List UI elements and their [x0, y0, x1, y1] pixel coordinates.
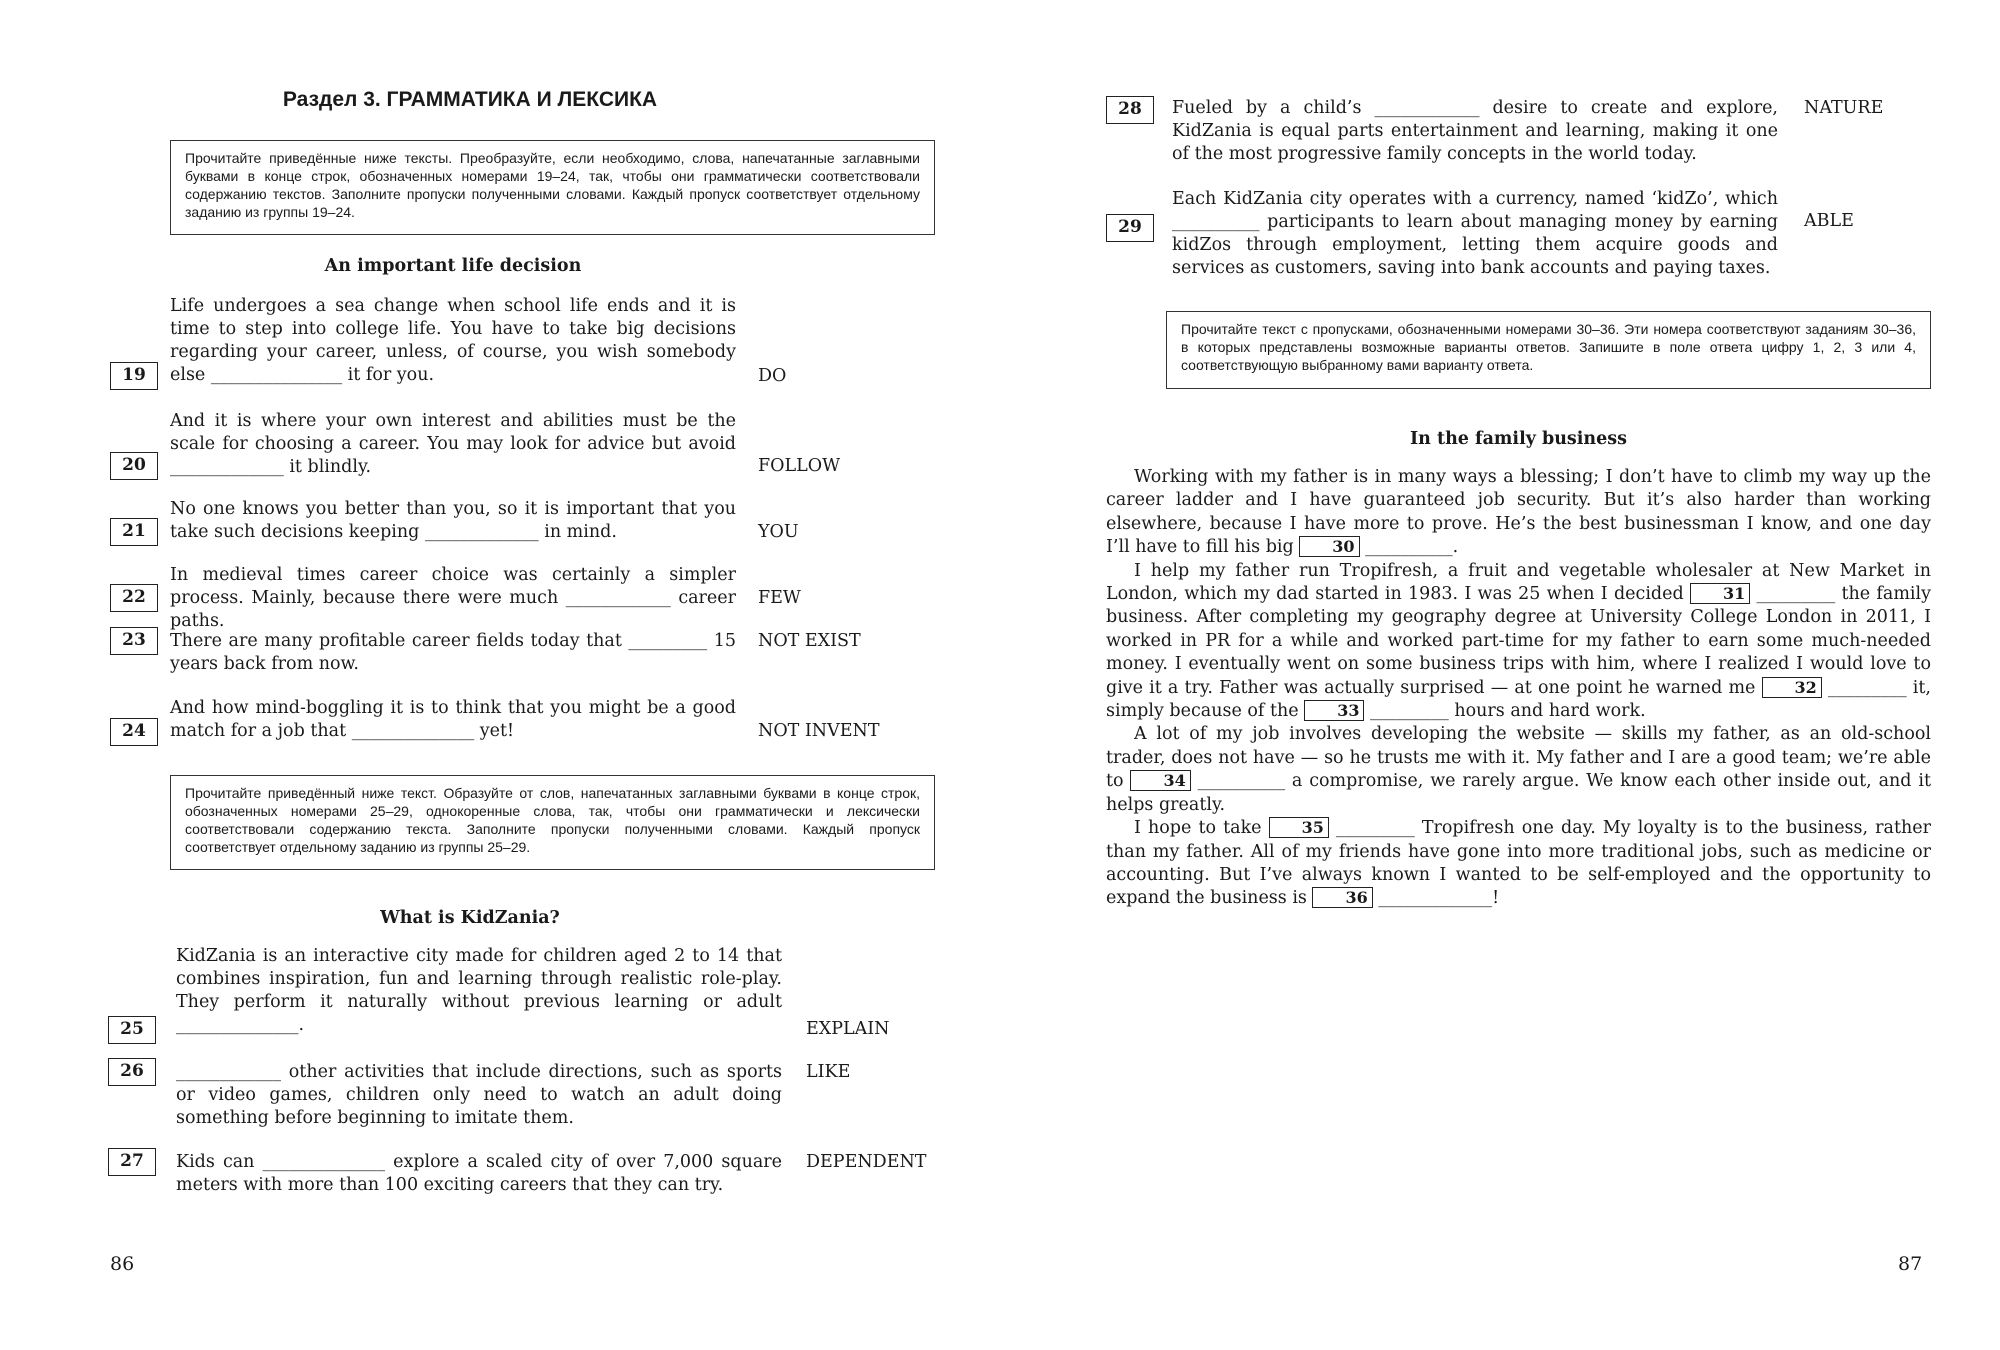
- task-number-20: 20: [110, 452, 158, 480]
- task-number-19: 19: [110, 362, 158, 390]
- family-business-text: [1106, 466, 1931, 911]
- task-text-19: Life undergoes a sea change when school life ends and it is time to step into college life. You have to take big decisions regarding your career, unless, of course, you wish somebody else _______________ it for you.: [170, 296, 736, 385]
- page-number-left: 86: [110, 1253, 135, 1275]
- task-word-22: FEW: [758, 588, 801, 608]
- task-number-24: 24: [110, 718, 158, 746]
- task-number-23: 23: [110, 627, 158, 655]
- instruction-box-25-29: Прочитайте приведённый ниже текст. Образуйте от слов, напечатанных заглавными буквами в конце строк, обозначенных номерами 25–29, однокоренные слова, так, чтобы они грамматически и лексически соответствовали содержанию текста. Заполните пропуски полученными словами. Каждый пропуск соответствует отдельному заданию из группы 25–29.: [170, 775, 935, 870]
- task-word-26: LIKE: [806, 1062, 851, 1082]
- task-text-28: Fueled by a child’s ____________ desire to create and explore, KidZania is equal parts entertainment and learning, making it one of the most progressive family concepts in the world today.: [1172, 98, 1778, 164]
- instruction-box-19-24: Прочитайте приведённые ниже тексты. Преобразуйте, если необходимо, слова, напечатанные заглавными буквами в конце строк, обозначенных номерами 19–24, так, чтобы они грамматически соответствовали содержанию текстов. Заполните пропуски полученными словами. Каждый пропуск соответствует отдельному заданию из группы 19–24.: [170, 140, 935, 235]
- gap-34: 34: [1130, 770, 1190, 791]
- task-number-21: 21: [110, 518, 158, 546]
- task-text-25: KidZania is an interactive city made for children aged 2 to 14 that combines inspiration, fun and learning through realistic role-play. They perform it naturally without previous learning or adult ______________.: [176, 946, 782, 1035]
- page-number-right: 87: [1898, 1253, 1923, 1275]
- gap-35: 35: [1269, 817, 1329, 838]
- paragraph-2: I help my father run Tropifresh, a fruit and vegetable wholesaler at New Market in London, which my dad started in 1983. I was 25 when I decided 31 _________ the family business. After completing my geography degree at University College London in 2011, I worked in PR for a while and worked part-time for my father to earn some much-needed money. I eventually went on some business trips with him, where I realized I would love to give it a try. Father was actually surprised — at one point he warned me 32 _________ it, simply because of the 33 _________ hours and hard work.: [1106, 560, 1931, 722]
- gap-33: 33: [1304, 700, 1364, 721]
- task-number-22: 22: [110, 584, 158, 612]
- task-text-29: Each KidZania city operates with a currency, named ‘kidZo’, which __________ participants to learn about managing money by earning kidZos through employment, letting them acquire goods and services as customers, saving into bank accounts and paying taxes.: [1172, 189, 1778, 278]
- gap-36: 36: [1312, 887, 1372, 908]
- task-word-20: FOLLOW: [758, 456, 841, 476]
- task-word-23: NOT EXIST: [758, 631, 861, 651]
- paragraph-3: A lot of my job involves developing the website — skills my father, as an old-school trader, does not have — so he trusts me with it. My father and I are a good team; we’re able to 34 __________ a compromise, we rarely argue. We know each other inside out, and it helps greatly.: [1106, 724, 1931, 815]
- task-word-24: NOT INVENT: [758, 721, 880, 741]
- paragraph-1: Working with my father is in many ways a blessing; I don’t have to climb my way up the career ladder and I have guaranteed job security. But it’s also harder than working elsewhere, because I have more to prove. He’s the best businessman I know, and one day I’ll have to fill his big 30 __________.: [1106, 467, 1931, 558]
- task-text-26: ____________ other activities that include directions, such as sports or video games, children only need to watch an adult doing something before beginning to imitate them.: [176, 1062, 782, 1128]
- task-word-28: NATURE: [1804, 98, 1884, 118]
- text-title-family-business: In the family business: [1410, 429, 1627, 449]
- task-word-21: YOU: [758, 522, 799, 542]
- text-title-life-decision: An important life decision: [324, 256, 582, 276]
- section-heading: Раздел 3. ГРАММАТИКА И ЛЕКСИКА: [282, 88, 658, 111]
- task-text-27: Kids can ______________ explore a scaled city of over 7,000 square meters with more than 100 exciting careers that they can try.: [176, 1152, 782, 1195]
- task-word-19: DO: [758, 366, 787, 386]
- gap-30: 30: [1299, 536, 1359, 557]
- task-word-25: EXPLAIN: [806, 1019, 890, 1039]
- task-word-27: DEPENDENT: [806, 1152, 927, 1172]
- task-number-29: 29: [1106, 214, 1154, 242]
- gap-32: 32: [1762, 677, 1822, 698]
- gap-31: 31: [1690, 583, 1750, 604]
- task-text-22: In medieval times career choice was certainly a simpler process. Mainly, because there were much ____________ career paths.: [170, 565, 736, 631]
- task-text-24: And how mind-boggling it is to think that you might be a good match for a job that ______________ yet!: [170, 698, 736, 741]
- text-title-kidzania: What is KidZania?: [380, 908, 560, 928]
- paragraph-4: I hope to take 35 _________ Tropifresh one day. My loyalty is to the business, rather than my father. All of my friends have gone into more traditional jobs, such as medicine or accounting. But I’ve always known I wanted to be self-employed and the opportunity to expand the business is 36 _____________!: [1106, 818, 1931, 909]
- task-number-26: 26: [108, 1058, 156, 1086]
- task-word-29: ABLE: [1804, 211, 1854, 231]
- task-text-20: And it is where your own interest and abilities must be the scale for choosing a career. You may look for advice but avoid _____________ it blindly.: [170, 411, 736, 477]
- task-number-27: 27: [108, 1148, 156, 1176]
- instruction-box-30-36: Прочитайте текст с пропусками, обозначенными номерами 30–36. Эти номера соответствуют заданиям 30–36, в которых представлены возможные варианты ответов. Запишите в поле ответа цифру 1, 2, 3 или 4, соответствующую выбранному вами варианту ответа.: [1166, 311, 1931, 389]
- task-text-21: No one knows you better than you, so it is important that you take such decisions keeping _____________ in mind.: [170, 499, 736, 542]
- task-number-25: 25: [108, 1016, 156, 1044]
- task-text-23: There are many profitable career fields today that _________ 15 years back from now.: [170, 631, 736, 674]
- task-number-28: 28: [1106, 96, 1154, 124]
